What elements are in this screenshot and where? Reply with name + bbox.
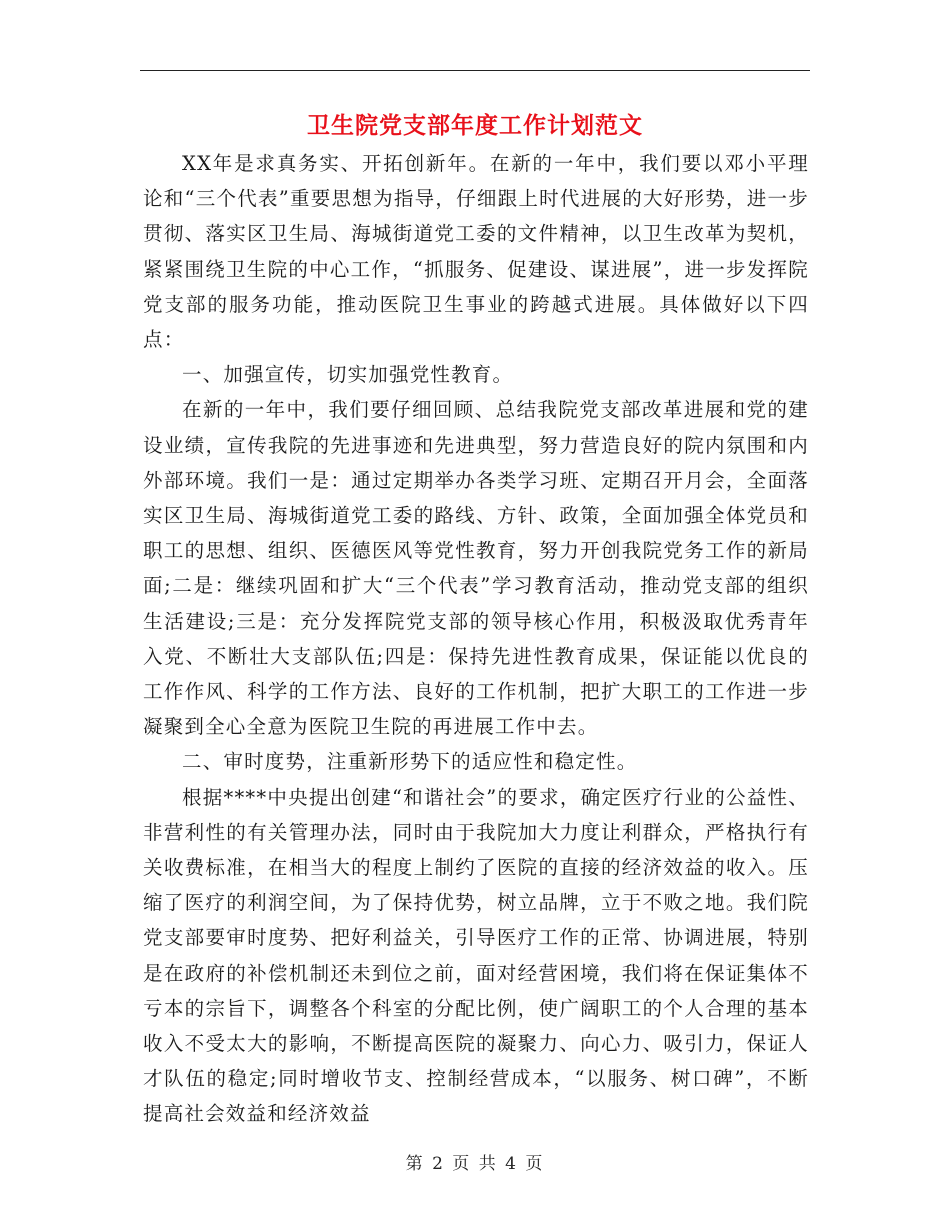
document-body [143, 146, 809, 1132]
paragraph-intro: XX年是求真务实、开拓创新年。在新的一年中，我们要以邓小平理论和“三个代表”重要思想为指导，仔细跟上时代进展的大好形势，进一步贯彻、落实区卫生局、海城街道党工委的文件精神，以卫生改革为契机，紧紧围绕卫生院的中心工作，“抓服务、促建设、谋进展”，进一步发挥院党支部的服务功能，推动医院卫生事业的跨越式进展。具体做好以下四点： [143, 152, 809, 352]
document-title: 卫生院党支部年度工作计划范文 [307, 112, 643, 139]
section-heading-2: 二、审时度势，注重新形势下的适应性和稳定性。 [182, 750, 638, 774]
header-rule [140, 70, 810, 71]
paragraph-section-1: 在新的一年中，我们要仔细回顾、总结我院党支部改革进展和党的建设业绩，宣传我院的先进事迹和先进典型，努力营造良好的院内氛围和内外部环境。我们一是：通过定期举办各类学习班、定期召开月会，全面落实区卫生局、海城街道党工委的路线、方针、政策，全面加强全体党员和职工的思想、组织、医德医风等党性教育，努力开创我院党务工作的新局面;二是：继续巩固和扩大“三个代表”学习教育活动，推动党支部的组织生活建设;三是：充分发挥院党支部的领导核心作用，积极汲取优秀青年入党、不断壮大支部队伍;四是：保持先进性教育成果，保证能以优良的工作作风、科学的工作方法、良好的工作机制，把扩大职工的工作进一步凝聚到全心全意为医院卫生院的再进展工作中去。 [143, 398, 809, 739]
page-number: 第 2 页 共 4 页 [405, 1154, 545, 1174]
paragraph-section-2: 根据****中央提出创建“和谐社会”的要求，确定医疗行业的公益性、非营利性的有关管理办法，同时由于我院加大力度让利群众，严格执行有关收费标准，在相当大的程度上制约了医院的直接的经济效益的收入。压缩了医疗的利润空间，为了保持优势，树立品牌，立于不败之地。我们院党支部要审时度势、把好利益关，引导医疗工作的正常、协调进展，特别是在政府的补偿机制还未到位之前，面对经营困境，我们将在保证集体不亏本的宗旨下，调整各个科室的分配比例，使广阔职工的个人合理的基本收入不受太大的影响，不断提高医院的凝聚力、向心力、吸引力，保证人才队伍的稳定;同时增收节支、控制经营成本，“以服务、树口碑”，不断提高社会效益和经济效益 [143, 785, 809, 1126]
section-heading-1: 一、加强宣传，切实加强党性教育。 [182, 363, 514, 387]
